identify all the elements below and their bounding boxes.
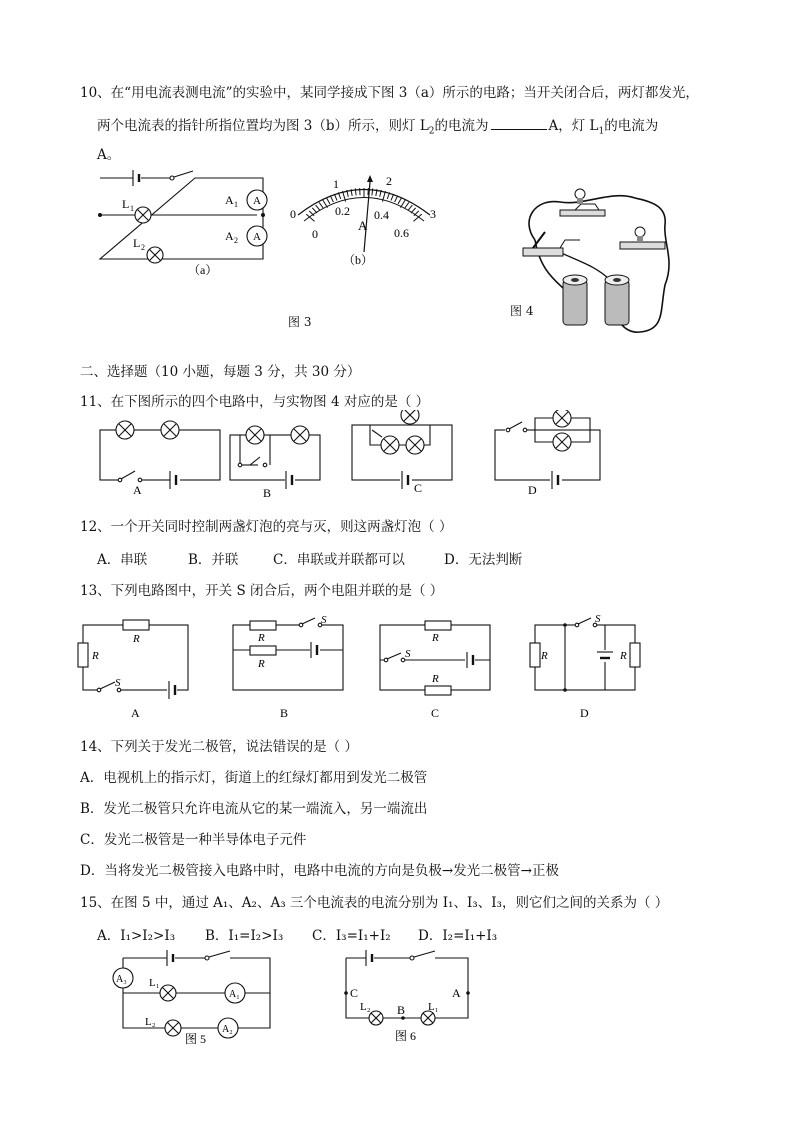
fig6-l2: L₂	[360, 1001, 371, 1013]
q11-label-a: A	[133, 483, 142, 497]
q13d-r1: R	[541, 650, 548, 662]
fig5-a1: A₁	[229, 989, 240, 1000]
fig6-a: A	[452, 986, 461, 1000]
q15-option-a[interactable]: A．I₁>I₂>I₃	[97, 928, 176, 944]
fig3a-L2-sub: 2	[141, 243, 145, 252]
q13-label-a: A	[131, 706, 140, 720]
fig3a-L1: L	[122, 197, 130, 211]
q13c-s: S	[405, 648, 411, 660]
q11-label-d: D	[528, 483, 537, 497]
q14-option-d[interactable]: D．当将发光二极管接入电路中时，电路中电流的方向是负极→发光二极管→正极	[80, 863, 559, 879]
q13-label-c: C	[431, 706, 440, 720]
q11-circuits	[90, 410, 610, 500]
q10-line2	[97, 117, 658, 141]
q14-text: 14、下列关于发光二极管，说法错误的是（ ）	[80, 739, 358, 755]
q10-line2-d: 的电流为	[604, 118, 659, 134]
q13c-r1: R	[432, 632, 439, 644]
q15-option-d[interactable]: D．I₂=I₁+I₃	[418, 928, 498, 944]
dial-tick	[411, 208, 416, 213]
dial-tick	[323, 200, 328, 208]
dial-outer-0: 0	[290, 207, 296, 221]
fig5-l2: L₂	[145, 1016, 156, 1028]
q10-line2-b: 的电流为	[434, 118, 489, 134]
dial-inner-02: 0.2	[335, 204, 350, 218]
q13b-s: S	[321, 614, 327, 626]
q14-option-b[interactable]: B．发光二极管只允许电流从它的某一端流入，另一端流出	[80, 801, 428, 817]
dial-tick	[405, 202, 409, 208]
fig3a-L1-sub: 1	[130, 204, 134, 213]
fig3a-A2: A	[225, 229, 234, 243]
q13a-r1: R	[133, 633, 140, 645]
q15-text: 15、在图 5 中，通过 A₁、A₂、A₃ 三个电流表的电流分别为 I₁、I₃、I₃，则它们之间的关系为（ ）	[80, 895, 669, 911]
fig5-a3: A₃	[116, 974, 127, 985]
ammeter-a2-label: A	[253, 231, 261, 243]
q13b-r2: R	[258, 658, 265, 670]
q10-sub-1: 1	[598, 126, 605, 137]
q13-label-d: D	[580, 706, 589, 720]
q12-option-c[interactable]: C．串联或并联都可以	[273, 552, 405, 568]
q10-line2-a: 两个电流表的指针所指位置均为图 3（b）所示，则灯 L	[97, 118, 429, 134]
figure-3a-circuit	[95, 168, 280, 278]
dial-tick	[326, 198, 329, 204]
dial-tick	[391, 194, 394, 200]
fig3a-caption: （a）	[188, 263, 218, 277]
q12-option-d[interactable]: D．无法判断	[444, 552, 523, 568]
q11-label-b: B	[263, 486, 272, 500]
q15-option-c[interactable]: C．I₃=I₁+I₂	[312, 928, 391, 944]
dial-inner-0: 0	[312, 227, 318, 241]
q13a-r2: R	[92, 650, 99, 662]
q13d-s: S	[595, 613, 601, 625]
fig3a-A2-sub: 2	[234, 236, 238, 245]
fig3a-L2: L	[133, 236, 141, 250]
dial-tick	[312, 208, 317, 213]
fig4-caption: 图 4	[510, 304, 534, 318]
figure-5-circuit	[105, 948, 280, 1048]
fig3-caption: 图 3	[288, 315, 312, 329]
q10-blank-1[interactable]	[491, 117, 547, 130]
dial-inner-06: 0.6	[394, 226, 409, 240]
fig5-l1: L₁	[149, 977, 160, 989]
q12-option-b[interactable]: B．并联	[188, 552, 239, 568]
q11-label-c: C	[414, 481, 423, 495]
q14-option-c[interactable]: C．发光二极管是一种半导体电子元件	[80, 832, 307, 848]
dial-tick	[398, 198, 401, 204]
dial-inner-04: 0.4	[374, 208, 389, 222]
dial-tick	[395, 196, 398, 202]
q13c-r2: R	[432, 673, 439, 685]
q13-circuits	[75, 610, 650, 720]
dial-tick	[330, 196, 333, 202]
dial-outer-1: 1	[333, 177, 339, 191]
q13a-s: S	[115, 677, 121, 689]
q10-line2-c: A，灯 L	[548, 118, 599, 134]
fig5-caption: 图 5	[185, 1032, 207, 1046]
q11-text: 11、在下图所示的四个电路中，与实物图 4 对应的是（ ）	[80, 394, 430, 410]
fig6-c: C	[350, 986, 359, 1000]
q10-line3: A。	[97, 147, 121, 163]
dial-outer-3: 3	[430, 207, 436, 221]
figure-4-physical-circuit	[515, 180, 680, 340]
fig6-caption: 图 6	[395, 1029, 417, 1043]
fig6-b: B	[397, 1003, 406, 1017]
dial-unit: A	[358, 218, 368, 233]
q15-option-b[interactable]: B．I₁=I₂>I₃	[205, 928, 284, 944]
q13d-r2: R	[620, 650, 627, 662]
dial-tick	[319, 202, 323, 208]
dial-tick	[334, 194, 337, 200]
q12-option-a[interactable]: A．串联	[97, 552, 148, 568]
dial-tick	[408, 205, 412, 210]
q10-sub-2: 2	[428, 126, 435, 137]
q13-text: 13、下列电路图中，开关 S 闭合后，两个电阻并联的是（ ）	[80, 583, 444, 599]
fig6-l1: L₁	[428, 1001, 439, 1013]
fig3a-A1: A	[225, 193, 234, 207]
dial-tick	[400, 200, 405, 208]
fig5-a2: A₂	[222, 1024, 233, 1035]
figure-6-circuit	[340, 948, 480, 1048]
q14-option-a[interactable]: A．电视机上的指示灯，街道上的红绿灯都用到发光二极管	[80, 770, 428, 786]
dial-tick	[316, 205, 320, 210]
q10-line1: 10、在“用电流表测电流”的实验中，某同学接成下图 3（a）所示的电路；当开关闭合后，两灯都发光，	[80, 85, 699, 101]
q13b-r1: R	[258, 632, 265, 644]
fig3b-caption: （b）	[343, 253, 374, 267]
dial-outer-2: 2	[386, 174, 392, 188]
q12-text: 12、一个开关同时控制两盏灯泡的亮与灭，则这两盏灯泡（ ）	[80, 519, 453, 535]
ammeter-a1-label: A	[253, 195, 261, 207]
section-2-heading: 二、选择题（10 小题，每题 3 分，共 30 分）	[80, 364, 361, 380]
fig3a-A1-sub: 1	[234, 200, 238, 209]
q13-label-b: B	[280, 706, 289, 720]
figure-3b-ammeter-dial	[288, 170, 440, 268]
